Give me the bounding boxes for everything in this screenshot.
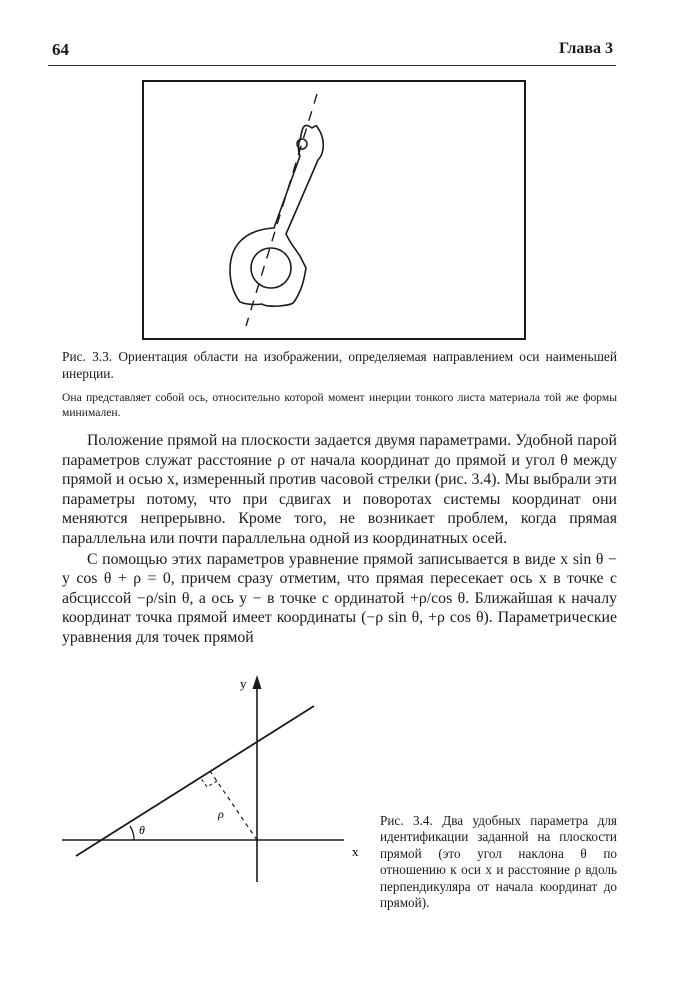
header-divider — [48, 65, 616, 66]
paragraph-1: Положение прямой на плоскости задается двумя параметрами. Удобной парой параметров служат расстояние ρ от начала координат до прямой и угол θ между прямой и осью x, измеренный против часовой стрелки (рис. 3.4). Мы выбрали эти параметры потому, что при сдвигах и поворотах системы координат они меняются непрерывно. Кроме того, не возникает проблем, когда прямая параллельна или почти параллельна одной из координатных осей. — [62, 432, 617, 547]
figure-3-4-caption: Рис. 3.4. Два удобных параметра для идентификации заданной на плоскости прямой (это угол наклона θ по отношению к оси x и расстояние ρ вдоль перпендикуляра от начала координат до прямой). — [380, 813, 617, 911]
figure-frame — [143, 81, 525, 339]
large-hole — [251, 248, 291, 288]
y-axis-label: y — [240, 676, 247, 691]
region-shape — [230, 125, 323, 306]
line-l — [76, 706, 314, 856]
figure-3-3-caption: Рис. 3.3. Ориентация области на изображении, определяемая направлением оси наименьшей инерции. — [62, 349, 617, 381]
figure-3-3-region-orientation — [142, 80, 526, 340]
axis-of-least-inertia — [246, 94, 317, 326]
figure-3-3-note: Она представляет собой ось, относительно которой момент инерции тонкого листа материала той же формы минимален. — [62, 391, 617, 419]
x-axis-label: x — [352, 844, 359, 859]
figure-3-4-line-parameters — [62, 670, 377, 885]
chapter-title: Глава 3 — [559, 40, 613, 57]
angle-arc — [130, 826, 134, 840]
y-axis-arrow — [253, 675, 262, 689]
paragraph-2: С помощью этих параметров уравнение прямой записывается в виде x sin θ − y cos θ + ρ = 0, причем сразу отметим, что прямая пересекает ось x в точке с абсциссой −ρ/sin θ, а ось y − в точке с ординатой +ρ/cos θ. Ближайшая к началу координат точка прямой имеет координаты (−ρ sin θ, +ρ cos θ). Параметрические уравнения для точек прямой — [62, 550, 617, 646]
page-number: 64 — [52, 40, 69, 59]
angle-theta-label: θ — [139, 823, 145, 837]
distance-rho-label: ρ — [218, 807, 224, 821]
body-text — [62, 431, 617, 648]
